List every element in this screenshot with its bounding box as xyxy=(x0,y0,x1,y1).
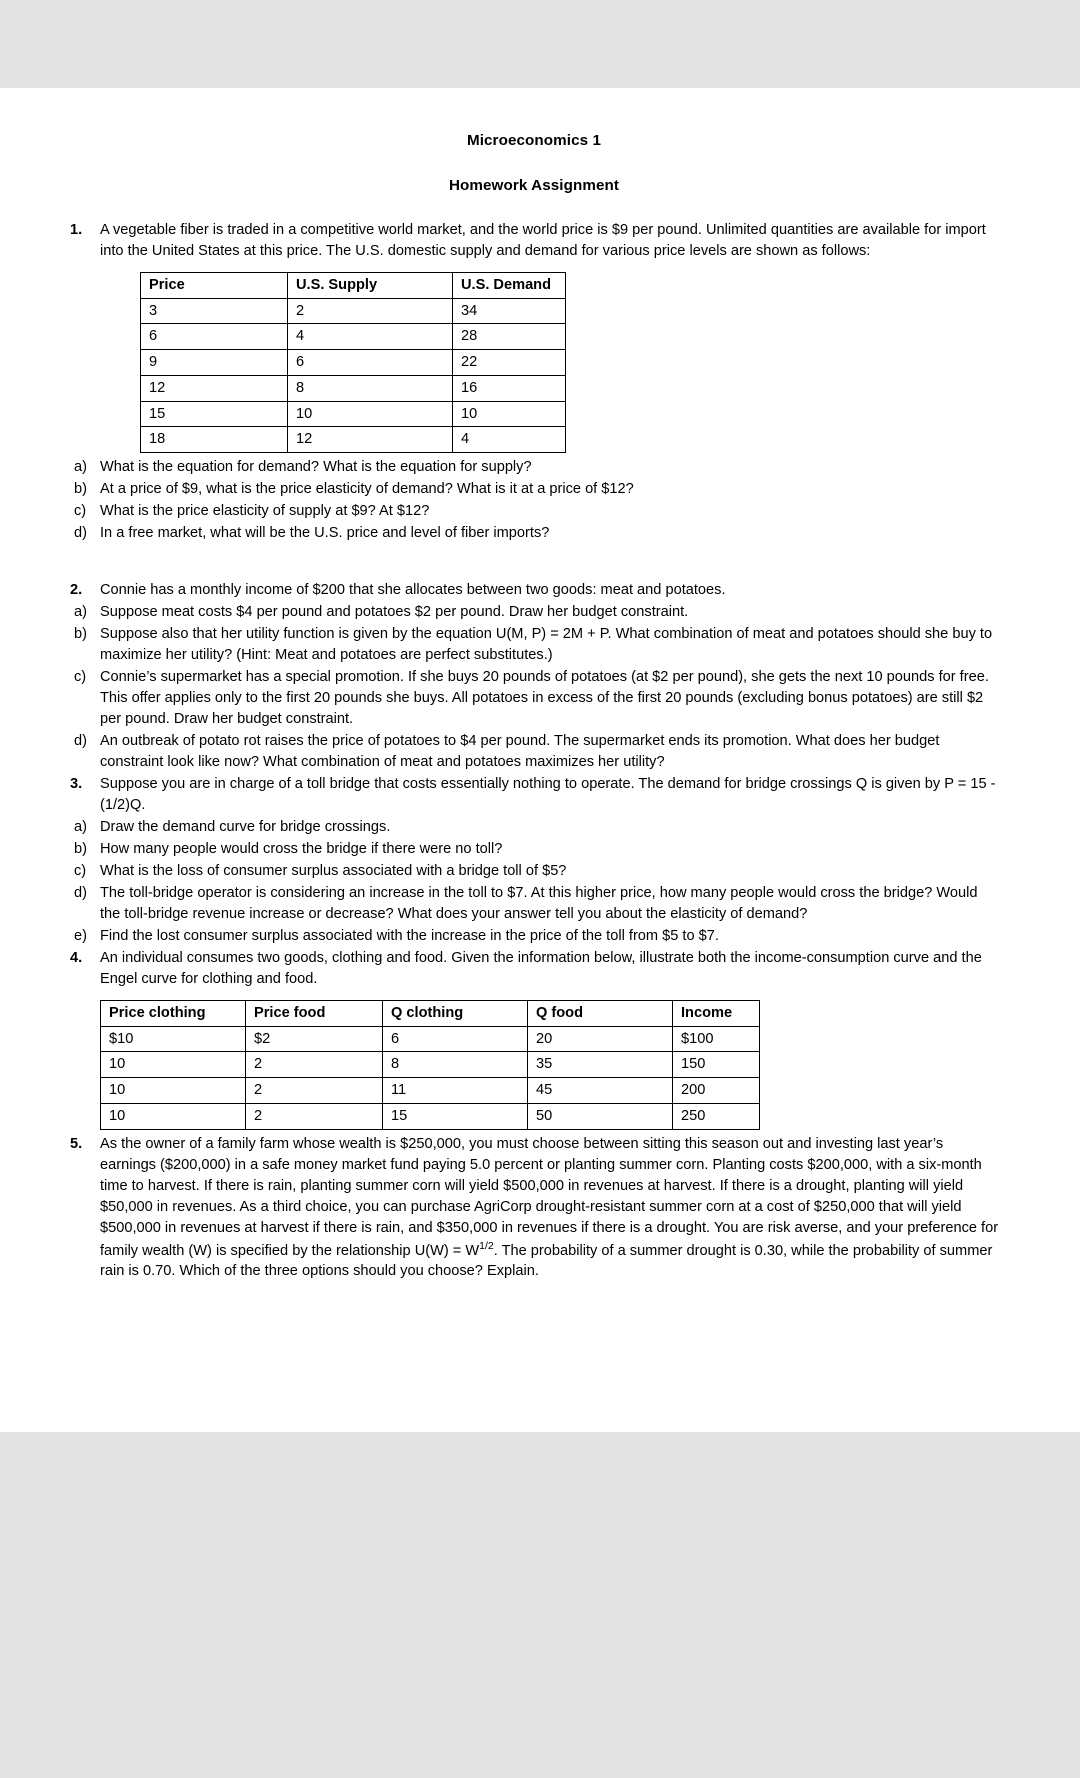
part-marker: a) xyxy=(74,459,87,476)
clothing-food-table xyxy=(100,1000,760,1130)
part-text: At a price of $9, what is the price elasticity of demand? What is it at a price of $12? xyxy=(100,481,634,498)
part-marker: a) xyxy=(74,604,87,621)
question-3-part-d xyxy=(68,883,1000,925)
part-text: Suppose meat costs $4 per pound and potatoes $2 per pound. Draw her budget constraint. xyxy=(100,604,689,621)
table-cell: 2 xyxy=(246,1052,383,1078)
question-4-marker: 4. xyxy=(70,950,83,967)
question-3-marker: 3. xyxy=(70,776,83,793)
document-subtitle: Homework Assignment xyxy=(448,177,620,194)
question-2-marker: 2. xyxy=(70,582,83,599)
part-marker: c) xyxy=(74,503,87,520)
table-cell: 50 xyxy=(528,1103,673,1129)
part-marker: e) xyxy=(74,928,87,945)
assignment-questions xyxy=(68,220,1000,1282)
part-text: What is the price elasticity of supply at $9? At $12? xyxy=(100,503,430,520)
question-1-marker: 1. xyxy=(70,222,83,238)
question-5-marker: 5. xyxy=(70,1135,83,1152)
question-3-text: Suppose you are in charge of a toll bridge that costs essentially nothing to operate. The demand for bridge crossings Q is given by P = 15 - (1/2)Q. xyxy=(100,776,996,814)
part-text: Draw the demand curve for bridge crossings. xyxy=(100,819,391,836)
part-text: An outbreak of potato rot raises the price of potatoes to $4 per pound. The supermarket ends its promotion. What does her budget constraint look like now? What combination of meat and potatoes maximizes her utility? xyxy=(100,733,940,771)
table-row xyxy=(141,401,566,427)
part-marker: a) xyxy=(74,819,87,836)
table-cell: 3 xyxy=(141,298,288,324)
question-2-part-a xyxy=(68,602,1000,623)
document-title: Microeconomics 1 xyxy=(466,132,602,149)
question-1-part-b xyxy=(68,479,1000,500)
question-2-part-c xyxy=(68,667,1000,730)
part-text: The toll-bridge operator is considering an increase in the toll to $7. At this higher price, how many people would cross the bridge? Would the toll-bridge revenue increase or decrease? What does your answer tell you about the elasticity of demand? xyxy=(100,885,978,923)
part-text: Connie’s supermarket has a special promotion. If she buys 20 pounds of potatoes (at $2 per pound), she gets the next 10 pounds for free. This offer applies only to the first 20 pounds she buys. All potatoes in excess of the first 20 pounds (excluding bonus potatoes) are still $2 per pound. Draw her budget constraint. xyxy=(100,669,989,728)
question-3-part-e xyxy=(68,926,1000,947)
question-1-text: A vegetable fiber is traded in a competitive world market, and the world price is $9 per pound. Unlimited quantities are available for import into the United States at this price. The U.S. domestic supply and demand for various price levels are shown as follows: xyxy=(100,222,986,259)
clothing-food-table-wrapper xyxy=(68,1000,1000,1130)
table-header-cell: Price food xyxy=(246,1001,383,1027)
question-5 xyxy=(68,1134,1000,1283)
table-row xyxy=(141,375,566,401)
question-3-part-a xyxy=(68,817,1000,838)
table-cell: 2 xyxy=(288,298,453,324)
table-cell: 4 xyxy=(288,324,453,350)
question-3-part-c xyxy=(68,861,1000,882)
table-cell: $100 xyxy=(673,1026,760,1052)
question-1-part-a xyxy=(68,457,1000,478)
table-row xyxy=(101,1052,760,1078)
table-cell: 10 xyxy=(101,1052,246,1078)
question-5-text xyxy=(100,1134,1000,1283)
part-text: Find the lost consumer surplus associated with the increase in the price of the toll from $5 to $7. xyxy=(100,928,719,945)
table-cell: 8 xyxy=(288,375,453,401)
part-marker: c) xyxy=(74,863,87,880)
question-2-text: Connie has a monthly income of $200 that she allocates between two goods: meat and potatoes. xyxy=(100,582,726,599)
table-header-cell: Q clothing xyxy=(383,1001,528,1027)
question-3-part-b xyxy=(68,839,1000,860)
table-cell: 6 xyxy=(288,350,453,376)
table-cell: 11 xyxy=(383,1078,528,1104)
supply-demand-table xyxy=(140,272,566,453)
table-cell: 10 xyxy=(101,1078,246,1104)
table-cell: 4 xyxy=(453,427,566,453)
part-text: What is the loss of consumer surplus associated with a bridge toll of $5? xyxy=(100,863,567,880)
table-cell: 10 xyxy=(101,1103,246,1129)
part-text: In a free market, what will be the U.S. price and level of fiber imports? xyxy=(100,525,550,542)
table-cell: 9 xyxy=(141,350,288,376)
table-header-cell: Price xyxy=(141,273,288,299)
question-3 xyxy=(68,774,1000,816)
question-5-exponent: 1/2 xyxy=(479,1239,494,1252)
question-2-part-b xyxy=(68,624,1000,666)
part-text: How many people would cross the bridge if there were no toll? xyxy=(100,841,503,858)
table-row xyxy=(101,1026,760,1052)
question-2 xyxy=(68,580,1000,601)
part-marker: d) xyxy=(74,525,87,542)
table-header-cell: Q food xyxy=(528,1001,673,1027)
supply-demand-table-wrapper xyxy=(68,272,1000,453)
table-cell: 2 xyxy=(246,1078,383,1104)
question-5-text-part1: As the owner of a family farm whose wealth is $250,000, you must choose between sitting this season out and investing last year’s earnings ($200,000) in a safe money market fund paying 5.0 percent or planting summer corn. Planting costs $200,000, with a six-month time to harvest. If there is rain, planting summer corn will yield $500,000 in revenues at harvest. If there is a drought, planting will yield $50,000 in revenues. As a third choice, you can purchase AgriCorp drought-resistant summer corn at a cost of $250,000 that will yield $500,000 in revenues at harvest if there is rain, and $350,000 in revenues if there is a drought. You are risk averse, and your preference for family wealth (W) is specified by the relationship U(W) = W xyxy=(100,1135,999,1259)
table-header-cell: Income xyxy=(673,1001,760,1027)
table-cell: 34 xyxy=(453,298,566,324)
question-4 xyxy=(68,948,1000,990)
table-cell: 20 xyxy=(528,1026,673,1052)
table-cell: 200 xyxy=(673,1078,760,1104)
table-cell: 12 xyxy=(141,375,288,401)
question-5-text-part2: . The probability of a summer drought is 0.30, while the probability of summer rain is 0.70. Which of the three options should you choose? Explain. xyxy=(100,1242,993,1280)
table-cell: 22 xyxy=(453,350,566,376)
document-page xyxy=(0,88,1080,1432)
question-1-part-d xyxy=(68,523,1000,544)
table-cell: 45 xyxy=(528,1078,673,1104)
part-marker: b) xyxy=(74,626,87,643)
part-marker: c) xyxy=(74,669,87,686)
table-cell: 15 xyxy=(383,1103,528,1129)
table-header-cell: U.S. Demand xyxy=(453,273,566,299)
part-marker: d) xyxy=(74,733,87,750)
table-cell: 2 xyxy=(246,1103,383,1129)
part-text: What is the equation for demand? What is the equation for supply? xyxy=(100,459,532,476)
table-cell: 15 xyxy=(141,401,288,427)
table-cell: 16 xyxy=(453,375,566,401)
table-cell: 12 xyxy=(288,427,453,453)
table-cell: $2 xyxy=(246,1026,383,1052)
section-spacer xyxy=(68,566,1000,580)
table-cell: 28 xyxy=(453,324,566,350)
question-2-part-d xyxy=(68,731,1000,773)
question-1 xyxy=(68,220,1000,262)
part-marker: b) xyxy=(74,481,87,498)
table-row xyxy=(101,1078,760,1104)
table-header-row xyxy=(141,273,566,299)
table-cell: 10 xyxy=(453,401,566,427)
question-1-part-c xyxy=(68,501,1000,522)
table-cell: 18 xyxy=(141,427,288,453)
table-row xyxy=(141,298,566,324)
table-header-cell: U.S. Supply xyxy=(288,273,453,299)
table-cell: 8 xyxy=(383,1052,528,1078)
table-header-row xyxy=(101,1001,760,1027)
table-cell: 6 xyxy=(383,1026,528,1052)
part-text: Suppose also that her utility function is given by the equation U(M, P) = 2M + P. What combination of meat and potatoes should she buy to maximize her utility? (Hint: Meat and potatoes are perfect substitutes.) xyxy=(100,626,993,664)
table-row xyxy=(141,350,566,376)
table-row xyxy=(141,324,566,350)
table-row xyxy=(101,1103,760,1129)
table-cell: 6 xyxy=(141,324,288,350)
table-cell: 10 xyxy=(288,401,453,427)
table-header-cell: Price clothing xyxy=(101,1001,246,1027)
table-cell: 35 xyxy=(528,1052,673,1078)
table-cell: 150 xyxy=(673,1052,760,1078)
table-row xyxy=(141,427,566,453)
part-marker: b) xyxy=(74,841,87,858)
question-4-text: An individual consumes two goods, clothing and food. Given the information below, illustrate both the income-consumption curve and the Engel curve for clothing and food. xyxy=(100,950,982,988)
part-marker: d) xyxy=(74,885,87,902)
table-cell: $10 xyxy=(101,1026,246,1052)
table-cell: 250 xyxy=(673,1103,760,1129)
